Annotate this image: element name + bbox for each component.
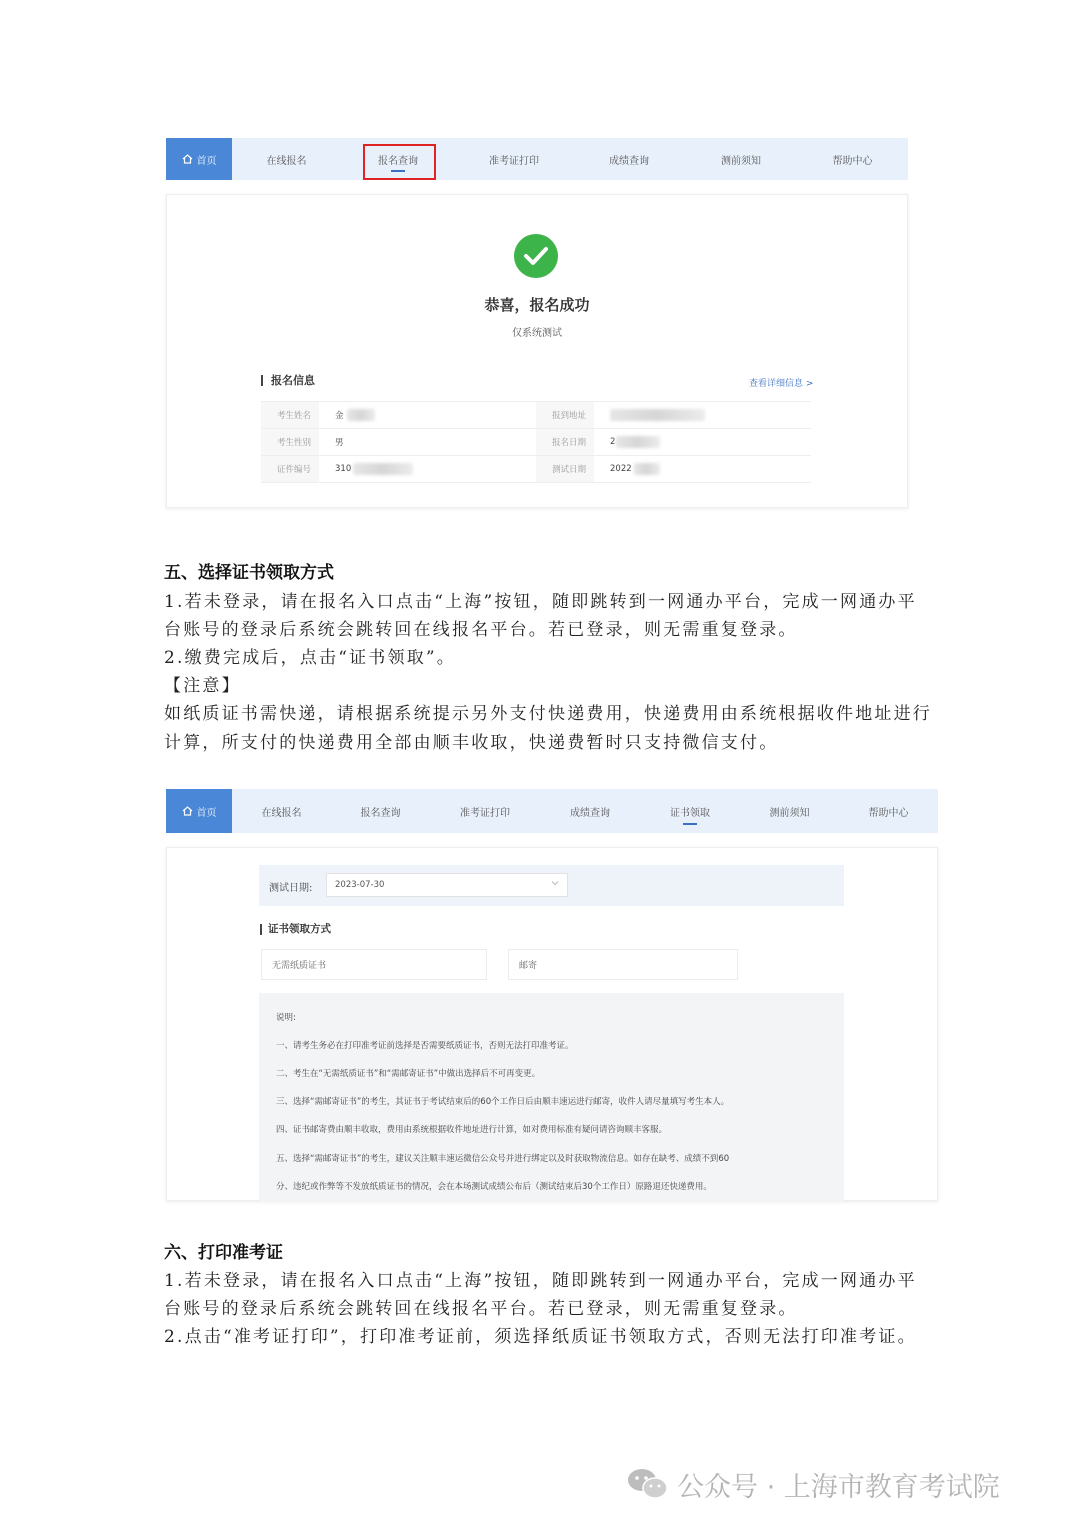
top-nav (166, 138, 908, 180)
field-label: 测试日期 (536, 456, 594, 482)
redacted-blur (353, 463, 413, 475)
field-value (594, 429, 811, 455)
top-nav (166, 789, 938, 833)
nav-score-query[interactable] (540, 789, 640, 833)
highlight-box (363, 144, 436, 180)
watermark-text: 公众号 · 上海市教育考试院 (677, 1471, 1000, 1503)
nav-help-center[interactable] (797, 138, 908, 180)
field-label: 考生性别 (261, 429, 319, 455)
nav-home-label: 首页 (196, 155, 217, 167)
screenshot-registration-success (166, 138, 908, 508)
section5-line: 2.缴费完成后，点击“证书领取”。 (164, 648, 457, 668)
field-label: 报名日期 (536, 429, 594, 455)
nav-pretest-notice[interactable] (740, 789, 839, 833)
section6-line: 2.点击“准考证打印”，打印准考证前，须选择纸质证书领取方式，否则无法打印准考证。 (164, 1327, 917, 1347)
nav-label: 帮助中心 (832, 155, 873, 167)
info-table (261, 401, 811, 483)
section6-title: 六、打印准考证 (164, 1243, 283, 1263)
nav-label: 准考证打印 (489, 155, 539, 167)
field-label: 证件编号 (261, 456, 319, 482)
note-line: 一、请考生务必在打印准考证前选择是否需要纸质证书，否则无法打印准考证。 (276, 1041, 574, 1051)
field-value-text: 310 (335, 464, 352, 474)
field-label: 报到地址 (536, 402, 594, 428)
screenshot-certificate-collection (166, 789, 938, 1201)
section5-title: 五、选择证书领取方式 (164, 563, 334, 583)
nav-home[interactable] (166, 789, 232, 833)
test-date-value: 2023-07-30 (335, 880, 385, 890)
nav-home[interactable] (166, 138, 232, 180)
section6-line: 台账号的登录后系统会跳转回在线报名平台。若已登录，则无需重复登录。 (164, 1299, 798, 1319)
nav-label: 在线报名 (266, 155, 307, 167)
table-row (261, 456, 811, 483)
note-line: 分、违纪或作弊等不发放纸质证书的情况，会在本场测试成绩公布后（测试结束后30个工作日）原路退还快递费用。 (276, 1182, 712, 1192)
section5-line: 计算，所支付的快递费用全部由顺丰收取，快递费暂时只支持微信支付。 (164, 733, 779, 753)
redacted-blur (347, 409, 375, 421)
nav-label: 报名查询 (360, 807, 401, 819)
wechat-icon (627, 1467, 669, 1501)
note-line: 三、选择“需邮寄证书”的考生，其证书于考试结束后的60个工作日后由顺丰速运进行邮寄，收件人请尽量填写考生本人。 (276, 1097, 730, 1107)
nav-label: 准考证打印 (460, 807, 510, 819)
nav-registration-query[interactable] (331, 789, 430, 833)
field-value (594, 456, 811, 482)
field-value: 男 (335, 438, 344, 448)
nav-pretest-notice[interactable] (685, 138, 797, 180)
nav-admission-print[interactable] (455, 138, 573, 180)
test-date-select[interactable] (326, 873, 568, 897)
view-details-link[interactable]: 查看详细信息 > (749, 379, 814, 389)
cert-method-title: 证书领取方式 (260, 924, 331, 935)
success-subtitle: 仅系统测试 (512, 328, 562, 339)
nav-admission-print[interactable] (430, 789, 540, 833)
test-date-label: 测试日期: (269, 883, 313, 894)
note-line: 五、选择“需邮寄证书”的考生，建议关注顺丰速运微信公众号并进行绑定以及时获取物流信息。如存在缺考、成绩不到60 (276, 1154, 730, 1164)
section5-line: 如纸质证书需快递，请根据系统提示另外支付快递费用，快递费用由系统根据收件地址进行 (164, 704, 932, 724)
success-check-icon (514, 234, 558, 278)
nav-home-label: 首页 (196, 807, 217, 819)
nav-certificate-collection[interactable] (640, 789, 740, 833)
wechat-watermark (627, 1462, 1000, 1506)
section5-line: 台账号的登录后系统会跳转回在线报名平台。若已登录，则无需重复登录。 (164, 620, 798, 640)
redacted-blur (634, 463, 660, 475)
nav-label: 测前须知 (721, 155, 761, 167)
field-value-text: 金 (335, 411, 344, 421)
nav-label: 证书领取 (670, 807, 710, 819)
field-value-text: 2022 (610, 464, 632, 474)
nav-label: 帮助中心 (868, 807, 909, 819)
chevron-down-icon (551, 879, 559, 887)
table-row (261, 402, 811, 429)
field-label: 考生姓名 (261, 402, 319, 428)
table-row (261, 429, 811, 456)
nav-online-registration[interactable] (232, 138, 341, 180)
note-line: 说明: (276, 1013, 296, 1023)
field-value-text: 2 (610, 437, 616, 447)
redacted-blur (616, 436, 660, 448)
info-section-title: 报名信息 (261, 375, 315, 386)
redacted-blur (610, 409, 705, 421)
home-icon (182, 154, 193, 164)
nav-label: 成绩查询 (609, 155, 649, 167)
nav-score-query[interactable] (573, 138, 685, 180)
option-no-paper-cert[interactable]: 无需纸质证书 (261, 949, 487, 980)
nav-label: 测前须知 (769, 807, 810, 819)
section5-line: 【注意】 (164, 676, 241, 696)
success-title: 恭喜，报名成功 (484, 296, 590, 314)
note-line: 四、证书邮寄费由顺丰收取，费用由系统根据收件地址进行计算，如对费用标准有疑问请咨询顺丰客服。 (276, 1125, 668, 1135)
nav-help-center[interactable] (839, 789, 938, 833)
option-mail-cert[interactable]: 邮寄 (508, 949, 738, 980)
field-value (319, 402, 536, 428)
section6-line: 1.若未登录，请在报名入口点击“上海”按钮，随即跳转到一网通办平台，完成一网通办平 (164, 1271, 917, 1291)
nav-online-registration[interactable] (232, 789, 331, 833)
nav-label: 成绩查询 (570, 807, 610, 819)
nav-label: 报名查询 (378, 155, 418, 167)
field-value (319, 456, 536, 482)
field-value (594, 402, 811, 428)
note-line: 二、考生在“无需纸质证书”和“需邮寄证书”中做出选择后不可再变更。 (276, 1069, 541, 1079)
section5-line: 1.若未登录，请在报名入口点击“上海”按钮，随即跳转到一网通办平台，完成一网通办平 (164, 592, 917, 612)
nav-label: 在线报名 (261, 807, 302, 819)
home-icon (182, 806, 193, 816)
